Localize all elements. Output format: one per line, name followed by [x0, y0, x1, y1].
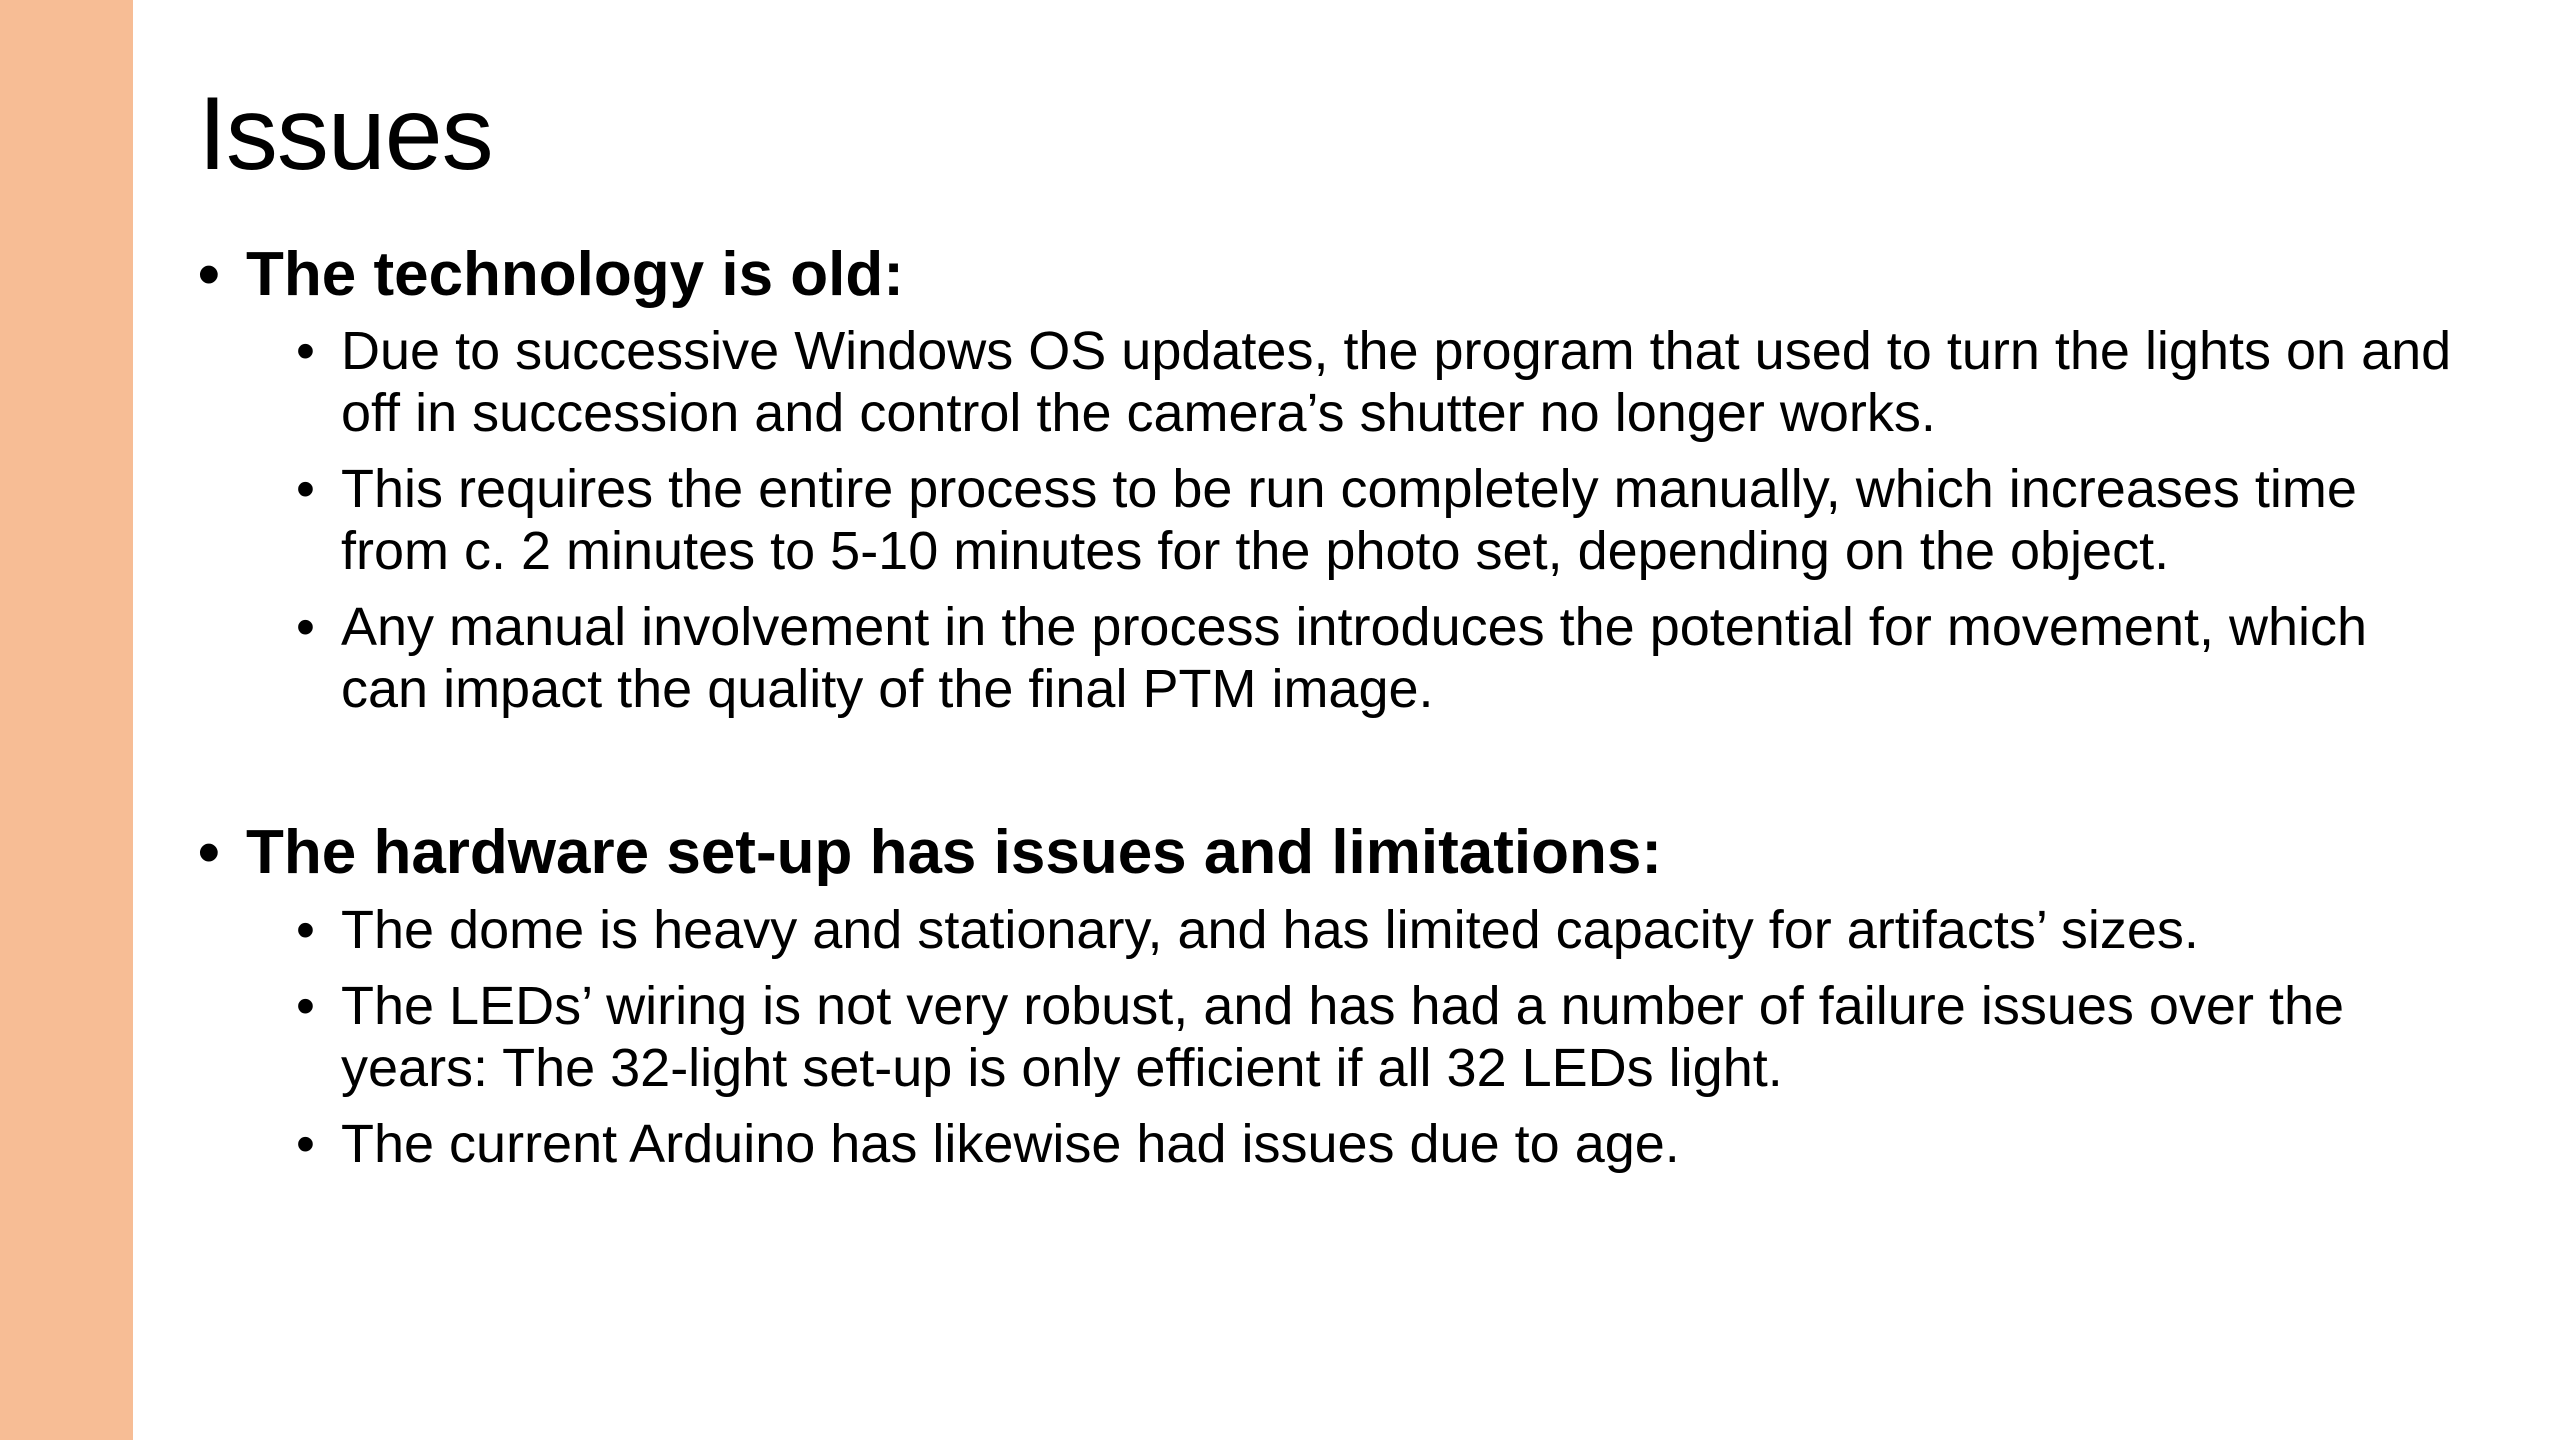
accent-bar [0, 0, 133, 1440]
sub-bullet-text: The current Arduino has likewise had issues due to age. [341, 1113, 1680, 1174]
sub-bullet-text: This requires the entire process to be run completely manually, which increases time from c. 2 minutes to 5-10 minutes for the photo set, depending on the object. [341, 459, 2357, 582]
bullet-glyph: • [198, 818, 220, 888]
slide-title: Issues [198, 76, 493, 192]
sub-bullet-text: The LEDs’ wiring is not very robust, and has had a number of failure issues over the years: The 32-light set-up is only efficient if all 32 LEDs light. [341, 975, 2345, 1098]
bullet-glyph: • [198, 240, 220, 309]
sub-bullet-text: The dome is heavy and stationary, and has limited capacity for artifacts’ sizes. [341, 899, 2199, 960]
sub-bullet-list [296, 320, 2458, 720]
sub-bullet-item [296, 320, 2458, 444]
sub-bullet-text: Any manual involvement in the process introduces the potential for movement, which can impact the quality of the final PTM image. [341, 597, 2368, 720]
section-hardware [198, 816, 2458, 1174]
sub-bullet-item [296, 458, 2458, 582]
bullet-glyph: • [296, 597, 315, 658]
sub-bullet-item [296, 975, 2458, 1099]
section-heading [198, 816, 2458, 890]
bullet-glyph: • [296, 459, 315, 520]
bullet-glyph: • [296, 899, 315, 960]
bullet-glyph: • [296, 321, 315, 382]
bullet-glyph: • [296, 975, 315, 1036]
section-heading-text: The hardware set-up has issues and limitations: [246, 818, 1663, 888]
slide-content [198, 238, 2458, 1189]
sub-bullet-list [296, 899, 2458, 1175]
section-technology [198, 238, 2458, 720]
section-heading-text: The technology is old: [246, 240, 904, 309]
sub-bullet-text: Due to successive Windows OS updates, the program that used to turn the lights on and off in succession and control the camera’s shutter no longer works. [341, 321, 2452, 444]
sub-bullet-item [296, 899, 2458, 961]
sub-bullet-item [296, 596, 2458, 720]
section-heading [198, 238, 2458, 312]
sub-bullet-item [296, 1113, 2458, 1175]
bullet-glyph: • [296, 1113, 315, 1174]
